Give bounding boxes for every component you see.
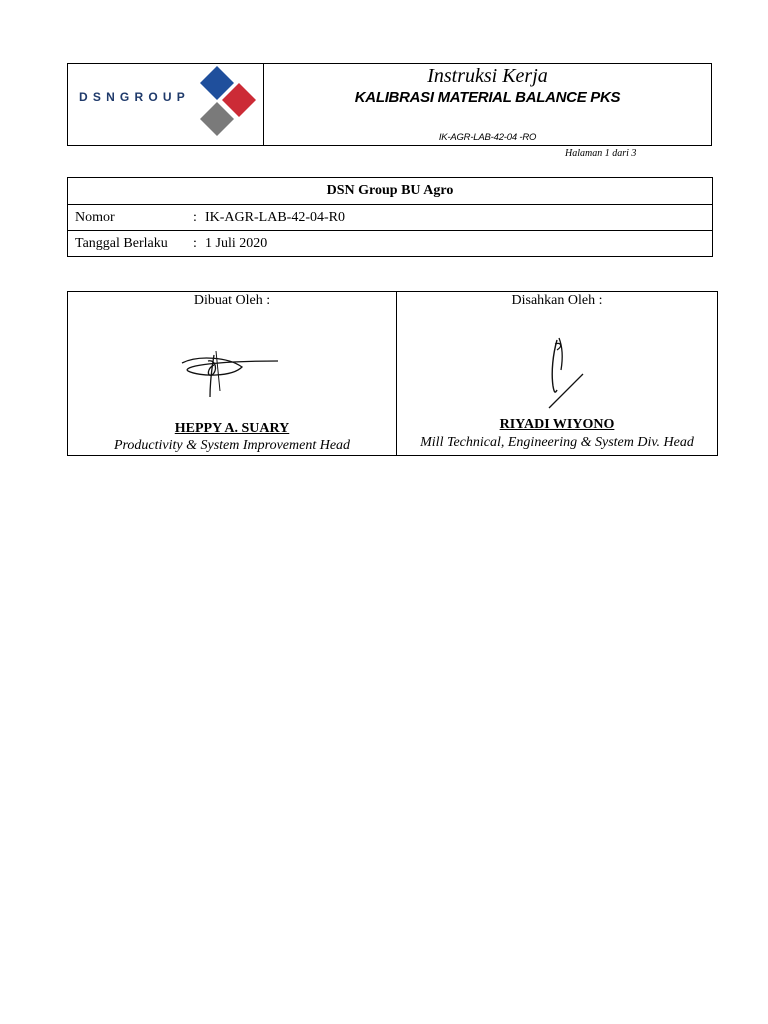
title-cell bbox=[264, 64, 711, 145]
company-logo-text: DSNGROUP bbox=[79, 90, 190, 104]
logo-cell bbox=[68, 64, 264, 145]
info-label: Nomor bbox=[75, 209, 115, 225]
info-value: IK-AGR-LAB-42-04-R0 bbox=[205, 209, 345, 225]
document-subject-title: KALIBRASI MATERIAL BALANCE PKS bbox=[354, 89, 621, 106]
document-header bbox=[67, 63, 712, 146]
organization-heading: DSN Group BU Agro bbox=[68, 178, 713, 205]
document-code: IK-AGR-LAB-42-04 -RO bbox=[438, 132, 537, 143]
info-colon: : bbox=[193, 235, 197, 251]
preparer-role: Productivity & System Improvement Head bbox=[113, 438, 351, 453]
info-colon: : bbox=[193, 209, 197, 225]
info-value: 1 Juli 2020 bbox=[205, 235, 268, 251]
signature-heppy-image bbox=[178, 347, 282, 399]
page-number: Halaman 1 dari 3 bbox=[565, 148, 637, 159]
logo-gray-diamond bbox=[200, 102, 234, 136]
company-logo-icon bbox=[196, 64, 260, 138]
document-info-table bbox=[67, 177, 713, 257]
approver-role: Mill Technical, Engineering & System Div. Head bbox=[420, 435, 694, 450]
approver-name: RIYADI WIYONO bbox=[499, 417, 615, 432]
approved-by-label: Disahkan Oleh : bbox=[511, 293, 603, 308]
prepared-by-label: Dibuat Oleh : bbox=[193, 293, 271, 308]
signature-riyadi-image bbox=[517, 334, 587, 416]
approved-by-cell bbox=[397, 292, 718, 456]
info-row-nomor bbox=[68, 205, 713, 231]
approval-signature-table bbox=[67, 291, 718, 456]
info-row-tanggal bbox=[68, 231, 713, 257]
info-label: Tanggal Berlaku bbox=[75, 235, 168, 251]
prepared-by-cell bbox=[68, 292, 397, 456]
preparer-name: HEPPY A. SUARY bbox=[174, 421, 290, 436]
document-type-title: Instruksi Kerja bbox=[427, 65, 548, 87]
